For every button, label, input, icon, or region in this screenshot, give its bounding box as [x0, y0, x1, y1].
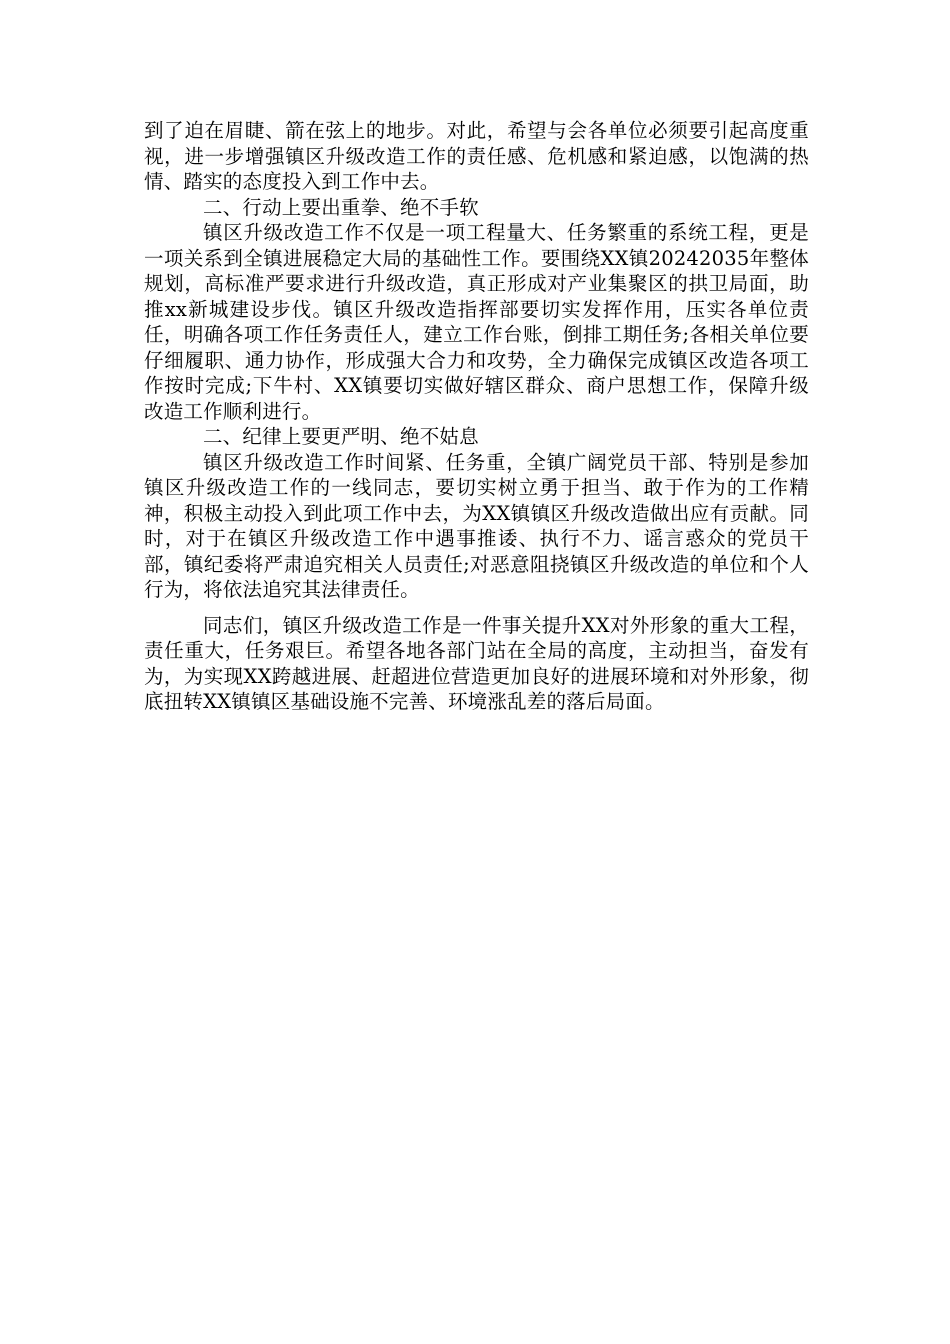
document-body [144, 118, 809, 715]
paragraph-closing: 同志们，镇区升级改造工作是一件事关提升XX对外形象的重大工程，责任重大，任务艰巨。希望各地各部门站在全局的高度，主动担当，奋发有为，为实现XX跨越进展、赶超进位营造更加良好的进展环境和对外形象，彻底扭转XX镇镇区基础设施不完善、环境涨乱差的落后局面。 [144, 613, 809, 713]
paragraph-discipline: 镇区升级改造工作时间紧、任务重，全镇广阔党员干部、特别是参加镇区升级改造工作的一线同志，要切实树立勇于担当、敢于作为的工作精神，积极主动投入到此项工作中去，为XX镇镇区升级改造做出应有贡献。同时，对于在镇区升级改造工作中遇事推诿、执行不力、谣言惑众的党员干部，镇纪委将严肃追究相关人员责任;对恶意阻挠镇区升级改造的单位和个人行为，将依法追究其法律责任。 [144, 450, 809, 601]
section-heading-discipline: 二、纪律上要更严明、绝不姑息 [203, 425, 479, 448]
section-heading-action: 二、行动上要出重拳、绝不手软 [203, 195, 479, 219]
paragraph-action: 镇区升级改造工作不仅是一项工程量大、任务繁重的系统工程，更是一项关系到全镇进展稳定大局的基础性工作。要围绕XX镇20242035年整体规划，高标准严要求进行升级改造，真正形成对产业集聚区的拱卫局面，助推xx新城建设步伐。镇区升级改造指挥部要切实发挥作用，压实各单位责任，明确各项工作任务责任人，建立工作台账，倒排工期任务;各相关单位要仔细履职、通力协作，形成强大合力和攻势，全力确保完成镇区改造各项工作按时完成;下牛村、XX镇要切实做好辖区群众、商户思想工作，保障升级改造工作顺利进行。 [144, 221, 809, 423]
paragraph-continuation: 到了迫在眉睫、箭在弦上的地步。对此，希望与会各单位必须要引起高度重视，进一步增强镇区升级改造工作的责任感、危机感和紧迫感，以饱满的热情、踏实的态度投入到工作中去。 [144, 119, 809, 193]
